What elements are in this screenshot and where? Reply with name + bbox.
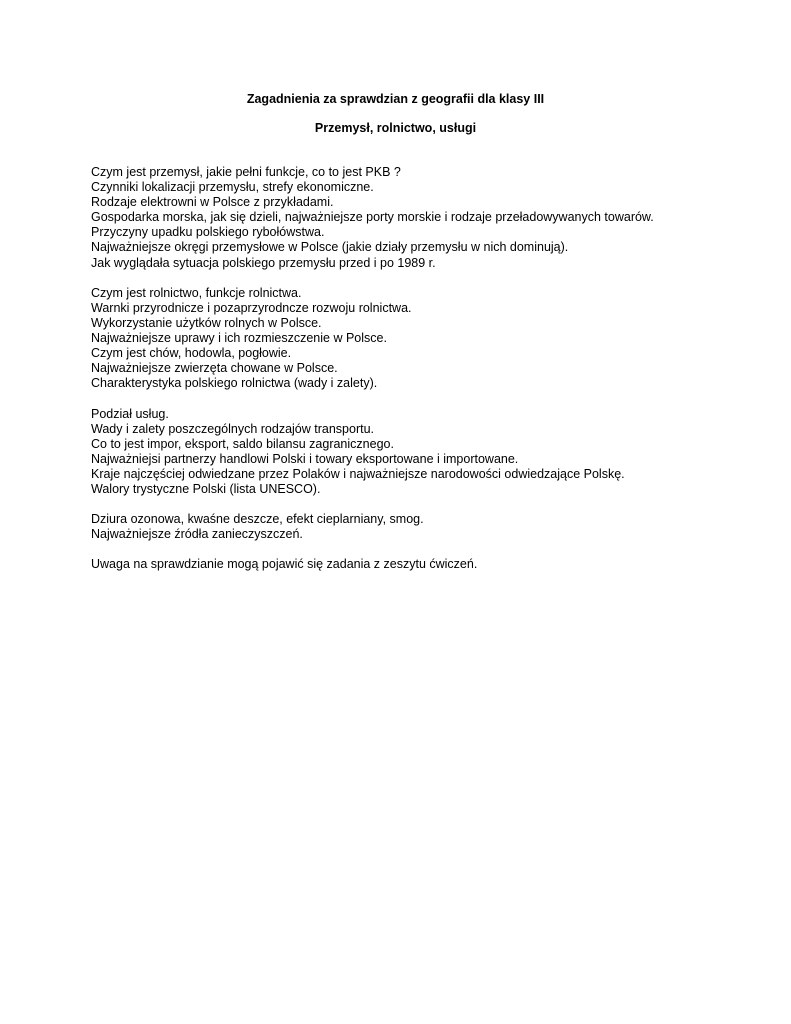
topic-line: Wykorzystanie użytków rolnych w Polsce. bbox=[91, 315, 322, 330]
section-agriculture bbox=[91, 286, 771, 392]
section-services bbox=[91, 407, 771, 498]
topic-line: Wady i zalety poszczególnych rodzajów transportu. bbox=[91, 421, 375, 436]
topic-line: Rodzaje elektrowni w Polsce z przykładami. bbox=[91, 195, 334, 210]
topic-line: Kraje najczęściej odwiedzane przez Polaków i najważniejsze narodowości odwiedzające Polskę. bbox=[91, 466, 625, 481]
topic-line: Dziura ozonowa, kwaśne deszcze, efekt cieplarniany, smog. bbox=[91, 512, 424, 527]
topic-line: Najważniejsze uprawy i ich rozmieszczenie w Polsce. bbox=[91, 331, 387, 346]
note-line: Uwaga na sprawdzianie mogą pojawić się zadania z zeszytu ćwiczeń. bbox=[91, 557, 478, 572]
document-subtitle: Przemysł, rolnictwo, usługi bbox=[314, 121, 477, 135]
section-note bbox=[91, 557, 771, 572]
topic-line: Co to jest impor, eksport, saldo bilansu zagranicznego. bbox=[91, 436, 394, 451]
topic-line: Najważniejsze zwierzęta chowane w Polsce. bbox=[91, 361, 338, 376]
topic-line: Charakterystyka polskiego rolnictwa (wady i zalety). bbox=[91, 376, 378, 391]
topic-line: Podział usług. bbox=[91, 406, 169, 421]
topic-line: Czym jest chów, hodowla, pogłowie. bbox=[91, 346, 292, 361]
topic-line: Czym jest rolnictwo, funkcje rolnictwa. bbox=[91, 285, 302, 300]
topic-line: Warnki przyrodnicze i pozaprzyrodncze rozwoju rolnictwa. bbox=[91, 300, 412, 315]
topic-line: Czynniki lokalizacji przemysłu, strefy ekonomiczne. bbox=[91, 180, 374, 195]
topic-line: Walory trystyczne Polski (lista UNESCO). bbox=[91, 481, 321, 496]
topic-line: Jak wyglądała sytuacja polskiego przemysłu przed i po 1989 r. bbox=[91, 255, 436, 270]
section-industry bbox=[91, 165, 771, 271]
topic-line: Najważniejsze okręgi przemysłowe w Polsce (jakie działy przemysłu w nich dominują). bbox=[91, 240, 569, 255]
topic-line: Przyczyny upadku polskiego rybołówstwa. bbox=[91, 225, 325, 240]
document-body bbox=[91, 165, 771, 588]
section-environment bbox=[91, 512, 771, 542]
topic-line: Najważniejsi partnerzy handlowi Polski i towary eksportowane i importowane. bbox=[91, 451, 519, 466]
topic-line: Najważniejsze źródła zanieczyszczeń. bbox=[91, 527, 303, 542]
document-title: Zagadnienia za sprawdzian z geografii dla klasy III bbox=[246, 92, 545, 106]
topic-line: Czym jest przemysł, jakie pełni funkcje, co to jest PKB ? bbox=[91, 165, 401, 179]
topic-line: Gospodarka morska, jak się dzieli, najważniejsze porty morskie i rodzaje przeładowywanych towarów. bbox=[91, 210, 654, 225]
